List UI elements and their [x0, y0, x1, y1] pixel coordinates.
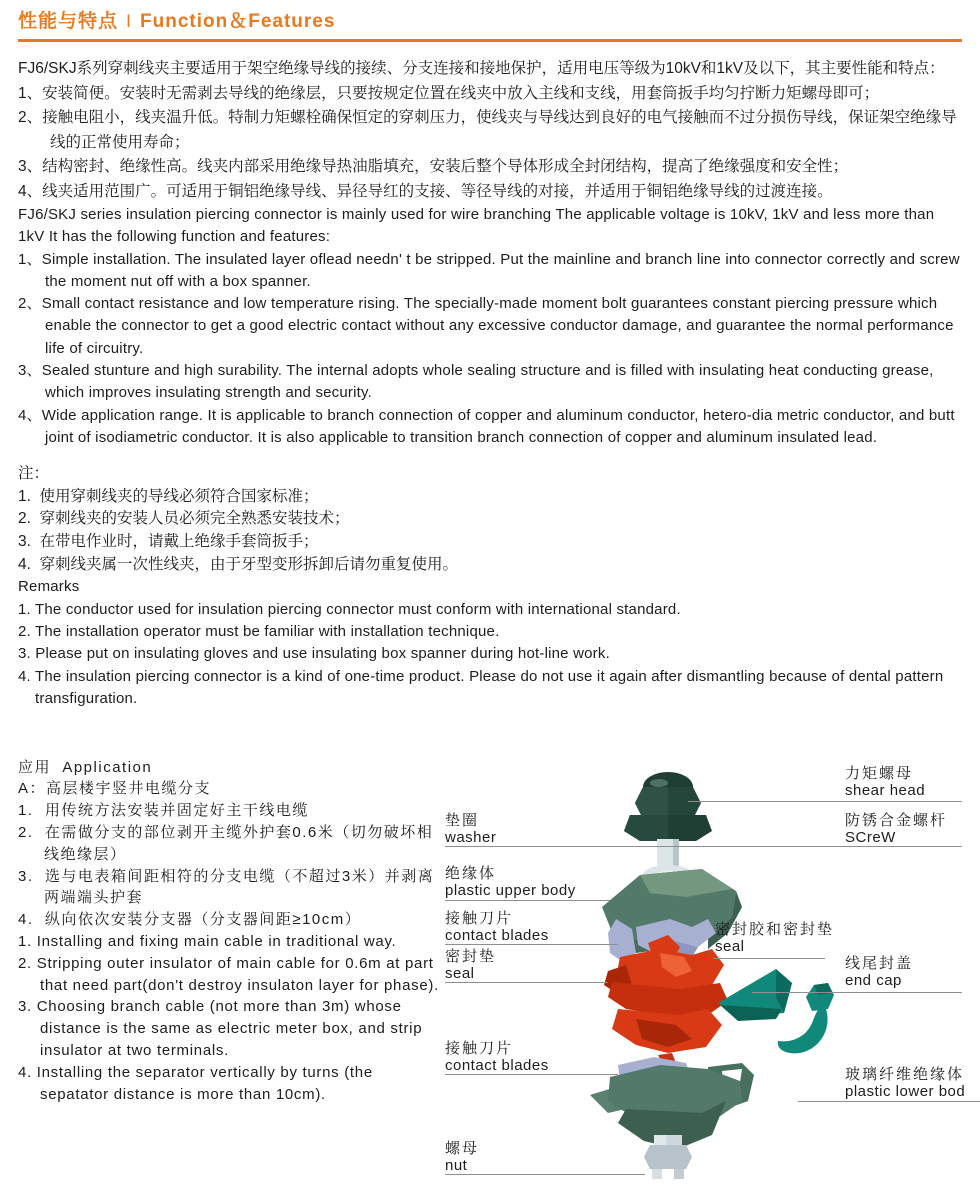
remarks-item-4: 4. The insulation piercing connector is a kind of one-time product. Please do not use it again after dismantling because of dental pattern transfiguration.: [18, 667, 948, 708]
label-nut-en: nut: [445, 1156, 468, 1174]
intro-english: [18, 204, 969, 449]
label-shear-head-en: shear head: [845, 781, 926, 799]
intro-en-item-4: 4、Wide application range. It is applicable to branch connection of copper and aluminum conductor, hetero-dia metric conductor, and butt joint of isodiametric conductor. It is also applicable to transition branch connection of copper and aluminum insulated lead.: [18, 406, 960, 446]
intro-cn-item-3: 3、结构密封、绝缘性高。线夹内部采用绝缘导热油脂填充，安装后整个导体形成全封闭结构，提高了绝缘强度和安全性；: [18, 158, 849, 175]
remarks-item-2: 2. The installation operator must be familiar with installation technique.: [18, 623, 500, 641]
label-contact-blades-bottom-en: contact blades: [445, 1056, 549, 1074]
label-shear-head-cn: 力矩螺母: [845, 764, 914, 782]
label-end-cap: [845, 955, 913, 989]
leader-line-end-cap: [752, 992, 962, 993]
intro-chinese: [18, 57, 962, 204]
label-seal-left-cn: 密封垫: [445, 947, 497, 965]
leader-line-nut: [445, 1174, 645, 1175]
notes-item-3: 3. 在带电作业时，请戴上绝缘手套筒扳手；: [18, 533, 319, 551]
intro-en-lead: FJ6/SKJ series insulation piercing connector is mainly used for wire branching The applicable voltage is 10kV, 1kV and less more than 1kV It has the following function and features:: [18, 206, 939, 246]
label-nut: [445, 1140, 479, 1174]
application-step-cn-1: 1. 用传统方法安装并固定好主干线电缆: [18, 802, 309, 820]
application-step-en-4: 4. Installing the separator vertically by turns (the sepatator distance is more than 10cm).: [18, 1063, 378, 1103]
header-rule: [18, 39, 962, 42]
label-contact-blades-bottom-cn: 接触刀片: [445, 1039, 514, 1057]
label-screw-en: SCreW: [845, 828, 896, 846]
application-step-en-3: 3. Choosing branch cable (not more than 3m) whose distance is the same as electric meter box, and strip insulator at two terminals.: [18, 998, 428, 1060]
label-contact-blades-bottom: [445, 1040, 549, 1074]
label-contact-blades-top-cn: 接触刀片: [445, 909, 514, 927]
intro-en-item-1: 1、Simple installation. The insulated layer oflead needn' t be stripped. Put the mainline and branch line into connector correctly and screw the moment nut off with a box spanner.: [18, 250, 969, 290]
section-header: [18, 0, 962, 42]
shear-head-part: [624, 772, 712, 841]
label-nut-cn: 螺母: [445, 1139, 480, 1157]
notes-title: 注：: [18, 465, 50, 483]
label-seal-mid-en: seal: [715, 937, 745, 955]
application-step-cn-4: 4. 纵向依次安装分支器（分支器间距≥10cm）: [18, 911, 362, 929]
intro-cn-item-2: 2、接触电阻小，线夹温升低。特制力矩螺栓确保恒定的穿刺压力，使线夹与导线达到良好的电气接触而不过分损伤导线，保证架空绝缘导线的正常使用寿命；: [18, 109, 957, 151]
notes-item-2: 2. 穿刺线夹的安装人员必须完全熟悉安装技术；: [18, 510, 350, 528]
label-end-cap-cn: 线尾封盖: [845, 954, 914, 972]
label-lower-body: [845, 1066, 965, 1100]
label-upper-body: [445, 865, 576, 899]
remarks-item-1: 1. The conductor used for insulation piercing connector must conform with international standard.: [18, 600, 681, 618]
label-contact-blades-top: [445, 910, 549, 944]
notes-chinese: [18, 463, 962, 576]
remarks-item-3: 3. Please put on insulating gloves and use insulating box spanner during hot-line work.: [18, 645, 610, 663]
application-text: [18, 757, 446, 1106]
page-title: [18, 10, 962, 34]
label-lower-body-cn: 玻璃纤维绝缘体: [845, 1065, 965, 1083]
leader-line-screw: [700, 846, 962, 847]
intro-cn-lead: FJ6/SKJ系列穿刺线夹主要适用于架空绝缘导线的接续、分支连接和接地保护，适用电压等级为10kV和1kV及以下，其主要性能和特点：: [18, 60, 945, 77]
label-shear-head: [845, 765, 925, 799]
intro-en-item-3: 3、Sealed stunture and high surability. The internal adopts whole sealing structure and is filled with insulating heat conducting grease, which improves insulating strength and security.: [18, 362, 938, 402]
label-contact-blades-top-en: contact blades: [445, 926, 549, 944]
leader-line-washer: [445, 846, 702, 847]
intro-en-item-2: 2、Small contact resistance and low temperature rising. The specially-made moment bolt guarantees constant piercing pressure which enable the connector to get a good electric contact without any excessive conductor damage, and guarantee the normal performance life of circuitry.: [18, 295, 959, 357]
label-upper-body-en: plastic upper body: [445, 881, 576, 899]
leader-line-shear-head: [688, 801, 962, 802]
leader-line-contact-blades-bottom: [445, 1074, 618, 1075]
remarks-english: [18, 576, 962, 710]
application-step-cn-3: 3. 选与电表箱间距相符的分支电缆（不超过3米）并剥离两端端头护套: [18, 867, 435, 907]
label-seal-mid: [715, 921, 834, 955]
notes-item-4: 4. 穿刺线夹属一次性线夹，由于牙型变形拆卸后请勿重复使用。: [18, 555, 459, 573]
application-step-en-2: 2. Stripping outer insulator of main cable for 0.6m at part that need part(don't destroy insulaton layer for phase).: [18, 954, 439, 994]
application-section: [18, 757, 966, 1191]
page-title-en: Function＆Features: [140, 11, 336, 32]
application-title: 应用 Application: [18, 758, 153, 776]
label-end-cap-en: end cap: [845, 971, 902, 989]
remarks-title: Remarks: [18, 578, 80, 596]
label-washer: [445, 812, 496, 846]
leader-line-upper-body: [445, 900, 610, 901]
notes-item-1: 1. 使用穿刺线夹的导线必须符合国家标准；: [18, 487, 319, 505]
application-step-cn-2: 2. 在需做分支的部位剥开主缆外护套0.6米（切勿破坏相线绝缘层）: [18, 824, 434, 863]
label-washer-cn: 垫圈: [445, 811, 480, 829]
label-seal-left-en: seal: [445, 964, 475, 982]
page-title-cn: 性能与特点: [18, 11, 119, 32]
leader-line-seal-left: [445, 982, 608, 983]
end-cap-part: [718, 969, 834, 1053]
label-screw: [845, 812, 947, 846]
label-washer-en: washer: [445, 828, 497, 846]
intro-cn-item-4: 4、线夹适用范围广。可适用于铜铝绝缘导线、异径导红的支接、等径导线的对接，并适用于铜铝绝缘导线的过渡连接。: [18, 182, 833, 200]
label-screw-cn: 防锈合金螺杆: [845, 811, 948, 829]
leader-line-lower-body: [798, 1101, 980, 1102]
exploded-view-diagram: [440, 757, 980, 1191]
application-step-en-1: 1. Installing and fixing main cable in traditional way.: [18, 933, 397, 951]
label-seal-mid-cn: 密封胶和密封垫: [715, 920, 835, 938]
leader-line-contact-blades-top: [445, 944, 618, 945]
label-lower-body-en: plastic lower bod: [845, 1082, 966, 1100]
label-upper-body-cn: 绝缘体: [445, 864, 497, 882]
title-divider: Ⅰ: [126, 12, 133, 31]
label-seal-left: [445, 948, 496, 982]
application-scenario: A：高层楼宇竖井电缆分支: [18, 780, 212, 798]
leader-line-seal-mid: [713, 958, 825, 959]
intro-cn-item-1: 1、安装简便。安装时无需剥去导线的绝缘层，只要按规定位置在线夹中放入主线和支线，用套筒扳手均匀拧断力矩螺母即可；: [18, 84, 880, 102]
